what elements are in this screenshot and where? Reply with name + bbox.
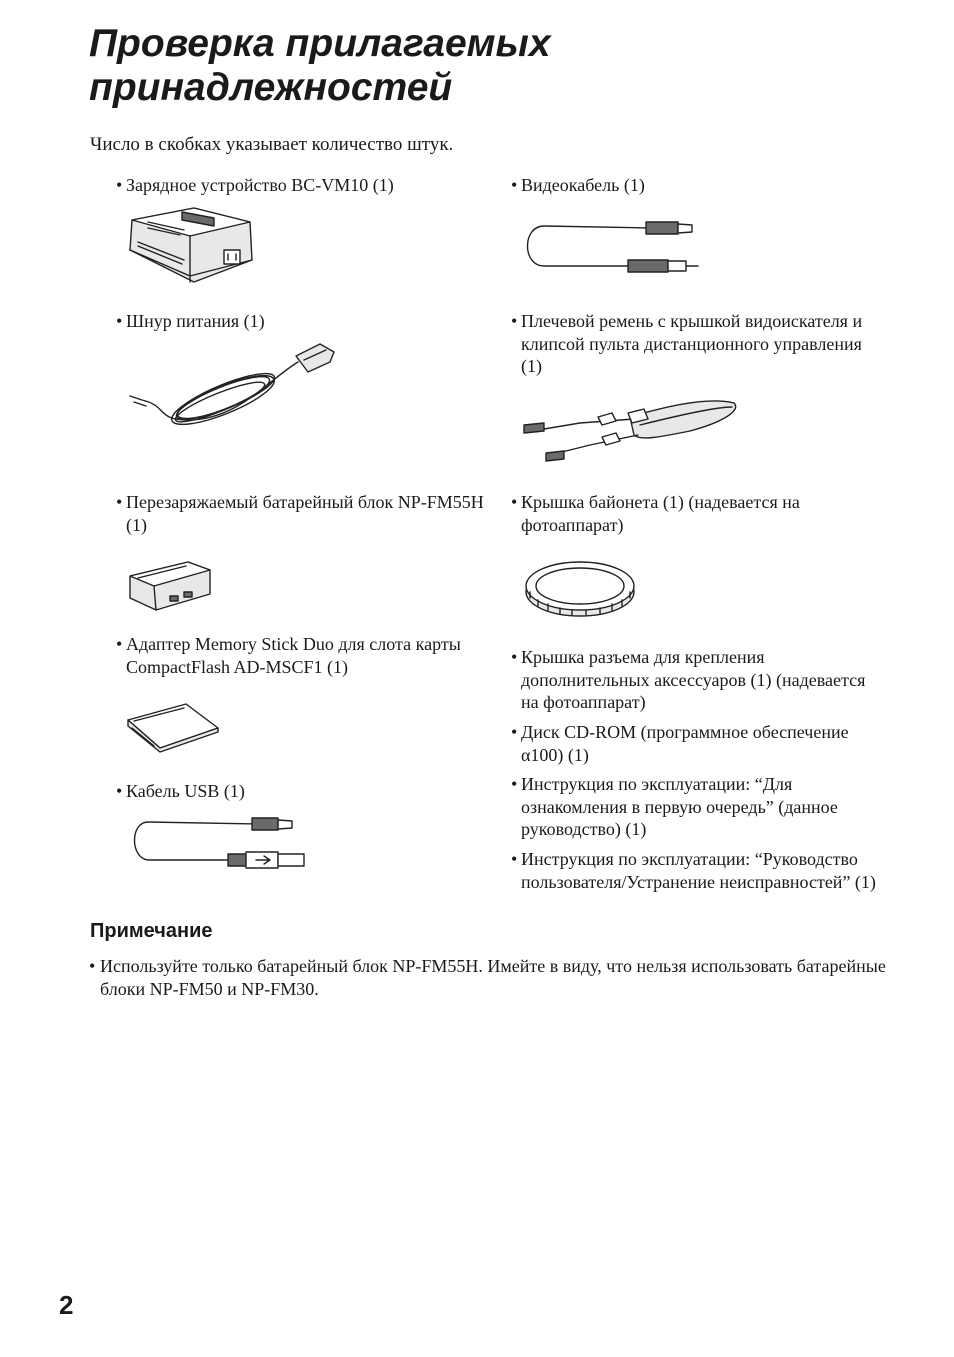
- list-item-manual-guide: • Инструкция по эксплуатации: “Руководство пользователя/Устранение неисправностей” (1): [511, 849, 876, 892]
- list-item-body-cap: • Крышка байонета (1) (надевается на фотоаппарат): [511, 492, 800, 535]
- list-item-accessory-shoe-cap: • Крышка разъема для крепления дополнительных аксессуаров (1) (надевается на фотоаппарат): [511, 647, 866, 712]
- shoulder-strap-icon: [520, 395, 742, 467]
- list-item-usb-cable: • Кабель USB (1): [116, 781, 245, 801]
- page-number: 2: [59, 1290, 74, 1320]
- list-item-memory-stick-adapter: • Адаптер Memory Stick Duo для слота карты CompactFlash AD-MSCF1 (1): [116, 634, 461, 677]
- page-title: [89, 22, 789, 110]
- memory-stick-adapter-icon: [124, 700, 222, 752]
- list-item-battery-pack: • Перезаряжаемый батарейный блок NP-FM55H (1): [116, 492, 484, 535]
- page-title-line-2: принадлежностей: [89, 66, 453, 109]
- note-heading: Примечание: [90, 920, 213, 942]
- list-item-power-cord: • Шнур питания (1): [116, 311, 265, 331]
- video-cable-icon: [520, 218, 702, 276]
- intro-text: Число в скобках указывает количество штук.: [90, 134, 454, 155]
- battery-charger-icon: [124, 200, 259, 290]
- body-cap-icon: [524, 558, 636, 618]
- list-item-shoulder-strap: • Плечевой ремень с крышкой видоискателя и клипсой пульта дистанционного управления (1): [511, 311, 863, 376]
- list-item-video-cable: • Видеокабель (1): [511, 175, 645, 195]
- battery-pack-icon: [128, 558, 218, 614]
- list-item-manual-first: • Инструкция по эксплуатации: “Для ознакомления в первую очередь” (данное руководство) (1): [511, 774, 838, 839]
- power-cord-icon: [128, 340, 338, 435]
- list-item-charger: • Зарядное устройство BC-VM10 (1): [116, 175, 394, 195]
- usb-cable-icon: [128, 814, 310, 874]
- page-title-line-1: Проверка прилагаемых: [89, 22, 551, 65]
- note-text: • Используйте только батарейный блок NP-FM55H. Имейте в виду, что нельзя использовать батарейные блоки NP-FM50 и NP-FM30.: [89, 956, 886, 999]
- list-item-cd-rom: • Диск CD-ROM (программное обеспечение α100) (1): [511, 722, 849, 765]
